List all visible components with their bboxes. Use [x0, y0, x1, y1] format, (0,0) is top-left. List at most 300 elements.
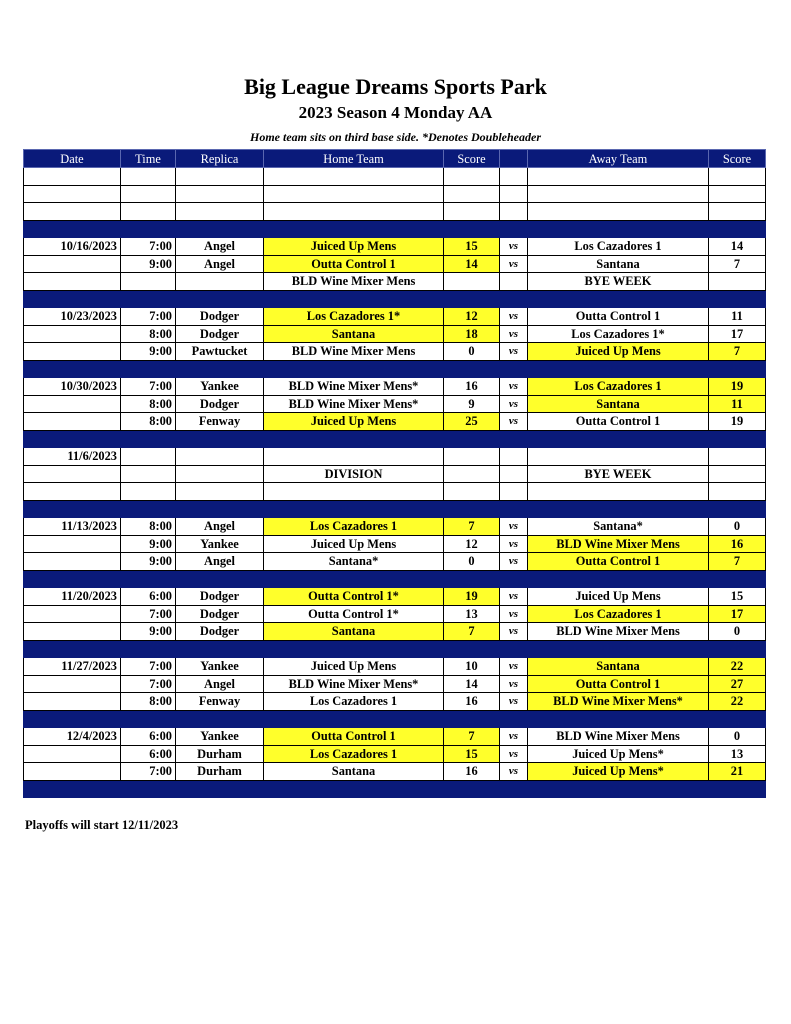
replica-cell: Angel [176, 255, 264, 273]
home-team-cell: Outta Control 1 [264, 255, 444, 273]
col-header-time: Time [121, 150, 176, 168]
away-team-cell [528, 203, 709, 221]
separator-cell [709, 500, 766, 518]
replica-cell: Yankee [176, 378, 264, 396]
home-score-cell: 25 [444, 413, 500, 431]
separator-cell [264, 640, 444, 658]
vs-cell: vs [500, 693, 528, 711]
away-team-cell [528, 185, 709, 203]
away-score-cell [709, 483, 766, 501]
separator-cell [264, 430, 444, 448]
page-note: Home team sits on third base side. *Denotes Doubleheader [250, 130, 541, 144]
separator-cell [444, 220, 500, 238]
home-team-cell [264, 203, 444, 221]
date-cell [24, 693, 121, 711]
game-row [24, 448, 766, 466]
away-team-cell: Santana* [528, 518, 709, 536]
separator-cell [444, 290, 500, 308]
separator-row [24, 640, 766, 658]
date-cell [24, 465, 121, 483]
replica-cell [176, 203, 264, 221]
time-cell: 6:00 [121, 745, 176, 763]
home-score-cell: 15 [444, 745, 500, 763]
separator-cell [121, 500, 176, 518]
replica-cell: Yankee [176, 535, 264, 553]
away-team-cell [528, 448, 709, 466]
time-cell [121, 203, 176, 221]
time-cell [121, 273, 176, 291]
replica-cell: Durham [176, 763, 264, 781]
game-row [24, 255, 766, 273]
date-cell [24, 553, 121, 571]
vs-cell: vs [500, 675, 528, 693]
vs-cell: vs [500, 605, 528, 623]
home-team-cell [264, 168, 444, 186]
away-team-cell: BLD Wine Mixer Mens [528, 623, 709, 641]
away-team-cell: Juiced Up Mens [528, 588, 709, 606]
separator-row [24, 710, 766, 728]
away-team-cell: BYE WEEK [528, 273, 709, 291]
date-cell: 11/13/2023 [24, 518, 121, 536]
vs-cell: vs [500, 378, 528, 396]
away-team-cell: BLD Wine Mixer Mens* [528, 693, 709, 711]
time-cell: 7:00 [121, 308, 176, 326]
game-row [24, 203, 766, 221]
replica-cell: Angel [176, 553, 264, 571]
game-row [24, 745, 766, 763]
away-score-cell: 0 [709, 728, 766, 746]
separator-cell [444, 570, 500, 588]
game-row [24, 483, 766, 501]
home-score-cell [444, 483, 500, 501]
schedule-table [23, 149, 766, 798]
home-team-cell: BLD Wine Mixer Mens* [264, 675, 444, 693]
game-row [24, 185, 766, 203]
home-score-cell: 16 [444, 378, 500, 396]
vs-cell: vs [500, 728, 528, 746]
date-cell: 10/16/2023 [24, 238, 121, 256]
vs-cell: vs [500, 238, 528, 256]
date-cell [24, 413, 121, 431]
home-team-cell [264, 185, 444, 203]
separator-cell [444, 640, 500, 658]
separator-cell [264, 710, 444, 728]
game-row [24, 273, 766, 291]
separator-cell [444, 710, 500, 728]
replica-cell [176, 273, 264, 291]
separator-cell [24, 290, 121, 308]
vs-cell [500, 203, 528, 221]
date-cell [24, 203, 121, 221]
vs-cell: vs [500, 255, 528, 273]
separator-cell [121, 220, 176, 238]
col-header-away-score: Score [709, 150, 766, 168]
date-cell [24, 623, 121, 641]
game-row [24, 675, 766, 693]
home-score-cell: 7 [444, 518, 500, 536]
separator-cell [528, 500, 709, 518]
separator-cell [528, 360, 709, 378]
game-row [24, 395, 766, 413]
col-header-vs [500, 150, 528, 168]
game-row [24, 518, 766, 536]
separator-cell [500, 500, 528, 518]
home-score-cell [444, 273, 500, 291]
separator-cell [528, 780, 709, 798]
vs-cell: vs [500, 588, 528, 606]
vs-cell: vs [500, 395, 528, 413]
separator-row [24, 360, 766, 378]
vs-cell: vs [500, 763, 528, 781]
separator-cell [528, 710, 709, 728]
separator-cell [500, 710, 528, 728]
date-cell [24, 745, 121, 763]
time-cell: 9:00 [121, 343, 176, 361]
game-row [24, 378, 766, 396]
home-score-cell [444, 168, 500, 186]
home-team-cell: Los Cazadores 1 [264, 518, 444, 536]
separator-cell [176, 430, 264, 448]
separator-cell [121, 640, 176, 658]
game-row [24, 308, 766, 326]
home-score-cell: 18 [444, 325, 500, 343]
separator-cell [24, 780, 121, 798]
game-row [24, 623, 766, 641]
away-score-cell [709, 465, 766, 483]
date-cell: 10/23/2023 [24, 308, 121, 326]
date-cell [24, 168, 121, 186]
time-cell: 9:00 [121, 623, 176, 641]
separator-cell [264, 360, 444, 378]
separator-cell [709, 220, 766, 238]
separator-row [24, 500, 766, 518]
separator-cell [500, 570, 528, 588]
vs-cell [500, 168, 528, 186]
home-score-cell: 12 [444, 535, 500, 553]
game-row [24, 553, 766, 571]
page-title: Big League Dreams Sports Park [244, 74, 547, 99]
home-team-cell: Santana* [264, 553, 444, 571]
away-score-cell: 14 [709, 238, 766, 256]
time-cell: 8:00 [121, 395, 176, 413]
game-row [24, 238, 766, 256]
separator-cell [264, 780, 444, 798]
separator-cell [24, 640, 121, 658]
home-team-cell: Los Cazadores 1* [264, 308, 444, 326]
date-cell [24, 675, 121, 693]
game-row [24, 168, 766, 186]
separator-cell [176, 290, 264, 308]
away-score-cell: 16 [709, 535, 766, 553]
away-team-cell: Los Cazadores 1 [528, 605, 709, 623]
separator-cell [176, 220, 264, 238]
away-score-cell: 11 [709, 308, 766, 326]
vs-cell: vs [500, 658, 528, 676]
home-team-cell: Juiced Up Mens [264, 658, 444, 676]
date-cell: 11/20/2023 [24, 588, 121, 606]
replica-cell [176, 448, 264, 466]
date-cell [24, 395, 121, 413]
time-cell: 7:00 [121, 675, 176, 693]
home-team-cell: BLD Wine Mixer Mens* [264, 395, 444, 413]
home-score-cell: 0 [444, 343, 500, 361]
replica-cell: Angel [176, 238, 264, 256]
date-cell [24, 343, 121, 361]
separator-cell [176, 710, 264, 728]
home-score-cell: 13 [444, 605, 500, 623]
separator-cell [121, 290, 176, 308]
replica-cell: Angel [176, 675, 264, 693]
time-cell [121, 483, 176, 501]
vs-cell [500, 483, 528, 501]
away-team-cell: Santana [528, 255, 709, 273]
away-score-cell [709, 273, 766, 291]
separator-cell [121, 570, 176, 588]
time-cell [121, 185, 176, 203]
separator-cell [528, 430, 709, 448]
vs-cell [500, 465, 528, 483]
home-team-cell: Santana [264, 623, 444, 641]
separator-cell [444, 430, 500, 448]
replica-cell: Dodger [176, 588, 264, 606]
separator-cell [528, 290, 709, 308]
away-team-cell: Los Cazadores 1* [528, 325, 709, 343]
separator-cell [121, 430, 176, 448]
separator-cell [709, 780, 766, 798]
home-team-cell: BLD Wine Mixer Mens [264, 273, 444, 291]
game-row [24, 325, 766, 343]
time-cell: 6:00 [121, 588, 176, 606]
home-team-cell: Outta Control 1 [264, 728, 444, 746]
away-team-cell: Santana [528, 395, 709, 413]
home-score-cell: 15 [444, 238, 500, 256]
away-team-cell: BLD Wine Mixer Mens [528, 535, 709, 553]
home-score-cell: 19 [444, 588, 500, 606]
col-header-away-team: Away Team [528, 150, 709, 168]
game-row [24, 413, 766, 431]
away-score-cell: 22 [709, 693, 766, 711]
separator-cell [176, 780, 264, 798]
separator-cell [528, 570, 709, 588]
vs-cell: vs [500, 308, 528, 326]
separator-cell [444, 360, 500, 378]
separator-cell [24, 500, 121, 518]
away-score-cell: 19 [709, 413, 766, 431]
away-team-cell: Los Cazadores 1 [528, 378, 709, 396]
home-team-cell: Juiced Up Mens [264, 238, 444, 256]
date-cell [24, 763, 121, 781]
away-score-cell [709, 168, 766, 186]
separator-row [24, 570, 766, 588]
home-team-cell: BLD Wine Mixer Mens* [264, 378, 444, 396]
separator-cell [709, 290, 766, 308]
vs-cell: vs [500, 518, 528, 536]
away-team-cell [528, 483, 709, 501]
away-score-cell: 13 [709, 745, 766, 763]
separator-row [24, 780, 766, 798]
home-team-cell [264, 483, 444, 501]
away-team-cell: Juiced Up Mens* [528, 745, 709, 763]
time-cell: 9:00 [121, 255, 176, 273]
schedule-body [24, 168, 766, 798]
date-cell [24, 535, 121, 553]
time-cell [121, 168, 176, 186]
separator-cell [24, 220, 121, 238]
separator-row [24, 290, 766, 308]
separator-cell [528, 220, 709, 238]
separator-cell [264, 220, 444, 238]
separator-cell [528, 640, 709, 658]
away-score-cell: 19 [709, 378, 766, 396]
separator-cell [709, 570, 766, 588]
separator-cell [121, 780, 176, 798]
replica-cell: Dodger [176, 395, 264, 413]
home-team-cell: BLD Wine Mixer Mens [264, 343, 444, 361]
time-cell [121, 465, 176, 483]
replica-cell: Pawtucket [176, 343, 264, 361]
separator-cell [709, 710, 766, 728]
home-score-cell: 12 [444, 308, 500, 326]
separator-cell [121, 710, 176, 728]
separator-cell [264, 500, 444, 518]
time-cell: 6:00 [121, 728, 176, 746]
away-team-cell: Outta Control 1 [528, 675, 709, 693]
separator-cell [24, 710, 121, 728]
replica-cell: Dodger [176, 605, 264, 623]
separator-cell [24, 360, 121, 378]
vs-cell [500, 448, 528, 466]
home-score-cell: 0 [444, 553, 500, 571]
date-cell: 11/27/2023 [24, 658, 121, 676]
home-team-cell: Outta Control 1* [264, 605, 444, 623]
replica-cell [176, 168, 264, 186]
away-team-cell [528, 168, 709, 186]
separator-row [24, 220, 766, 238]
vs-cell: vs [500, 535, 528, 553]
col-header-replica: Replica [176, 150, 264, 168]
replica-cell: Durham [176, 745, 264, 763]
vs-cell: vs [500, 413, 528, 431]
footer-note: Playoffs will start 12/11/2023 [25, 818, 179, 832]
home-team-cell: Los Cazadores 1 [264, 693, 444, 711]
replica-cell [176, 185, 264, 203]
home-score-cell: 16 [444, 693, 500, 711]
away-team-cell: Outta Control 1 [528, 553, 709, 571]
separator-cell [500, 430, 528, 448]
away-score-cell: 17 [709, 325, 766, 343]
away-team-cell: Juiced Up Mens [528, 343, 709, 361]
replica-cell [176, 483, 264, 501]
away-team-cell: Juiced Up Mens* [528, 763, 709, 781]
away-score-cell: 15 [709, 588, 766, 606]
time-cell: 7:00 [121, 378, 176, 396]
separator-cell [176, 500, 264, 518]
away-team-cell: BYE WEEK [528, 465, 709, 483]
home-score-cell [444, 465, 500, 483]
separator-cell [264, 570, 444, 588]
home-team-cell: Juiced Up Mens [264, 535, 444, 553]
time-cell: 9:00 [121, 535, 176, 553]
home-score-cell: 7 [444, 728, 500, 746]
home-team-cell: DIVISION [264, 465, 444, 483]
separator-cell [264, 290, 444, 308]
game-row [24, 728, 766, 746]
col-header-date: Date [24, 150, 121, 168]
separator-cell [176, 640, 264, 658]
away-score-cell: 7 [709, 553, 766, 571]
separator-cell [176, 360, 264, 378]
game-row [24, 535, 766, 553]
date-cell: 12/4/2023 [24, 728, 121, 746]
game-row [24, 343, 766, 361]
away-team-cell: Los Cazadores 1 [528, 238, 709, 256]
home-team-cell: Santana [264, 325, 444, 343]
replica-cell: Fenway [176, 693, 264, 711]
vs-cell [500, 273, 528, 291]
replica-cell: Dodger [176, 308, 264, 326]
home-score-cell [444, 185, 500, 203]
date-cell [24, 483, 121, 501]
replica-cell: Angel [176, 518, 264, 536]
replica-cell: Fenway [176, 413, 264, 431]
away-score-cell: 11 [709, 395, 766, 413]
date-cell: 11/6/2023 [24, 448, 121, 466]
separator-cell [500, 220, 528, 238]
replica-cell: Dodger [176, 623, 264, 641]
separator-cell [24, 430, 121, 448]
away-team-cell: BLD Wine Mixer Mens [528, 728, 709, 746]
home-score-cell: 14 [444, 255, 500, 273]
time-cell: 8:00 [121, 518, 176, 536]
game-row [24, 658, 766, 676]
time-cell: 8:00 [121, 693, 176, 711]
replica-cell [176, 465, 264, 483]
separator-cell [500, 640, 528, 658]
away-score-cell [709, 185, 766, 203]
away-team-cell: Outta Control 1 [528, 413, 709, 431]
separator-cell [500, 290, 528, 308]
home-team-cell: Santana [264, 763, 444, 781]
separator-row [24, 430, 766, 448]
home-score-cell: 16 [444, 763, 500, 781]
replica-cell: Dodger [176, 325, 264, 343]
time-cell: 8:00 [121, 413, 176, 431]
away-score-cell: 0 [709, 623, 766, 641]
col-header-home-team: Home Team [264, 150, 444, 168]
vs-cell: vs [500, 325, 528, 343]
time-cell [121, 448, 176, 466]
away-score-cell: 7 [709, 343, 766, 361]
date-cell [24, 325, 121, 343]
home-score-cell: 10 [444, 658, 500, 676]
game-row [24, 763, 766, 781]
col-header-home-score: Score [444, 150, 500, 168]
home-team-cell: Juiced Up Mens [264, 413, 444, 431]
separator-cell [500, 360, 528, 378]
away-score-cell [709, 448, 766, 466]
time-cell: 8:00 [121, 325, 176, 343]
separator-cell [24, 570, 121, 588]
away-score-cell: 21 [709, 763, 766, 781]
separator-cell [709, 430, 766, 448]
vs-cell: vs [500, 623, 528, 641]
home-score-cell [444, 203, 500, 221]
away-team-cell: Outta Control 1 [528, 308, 709, 326]
page-subtitle: 2023 Season 4 Monday AA [298, 103, 493, 122]
time-cell: 7:00 [121, 238, 176, 256]
date-cell [24, 185, 121, 203]
home-team-cell: Outta Control 1* [264, 588, 444, 606]
